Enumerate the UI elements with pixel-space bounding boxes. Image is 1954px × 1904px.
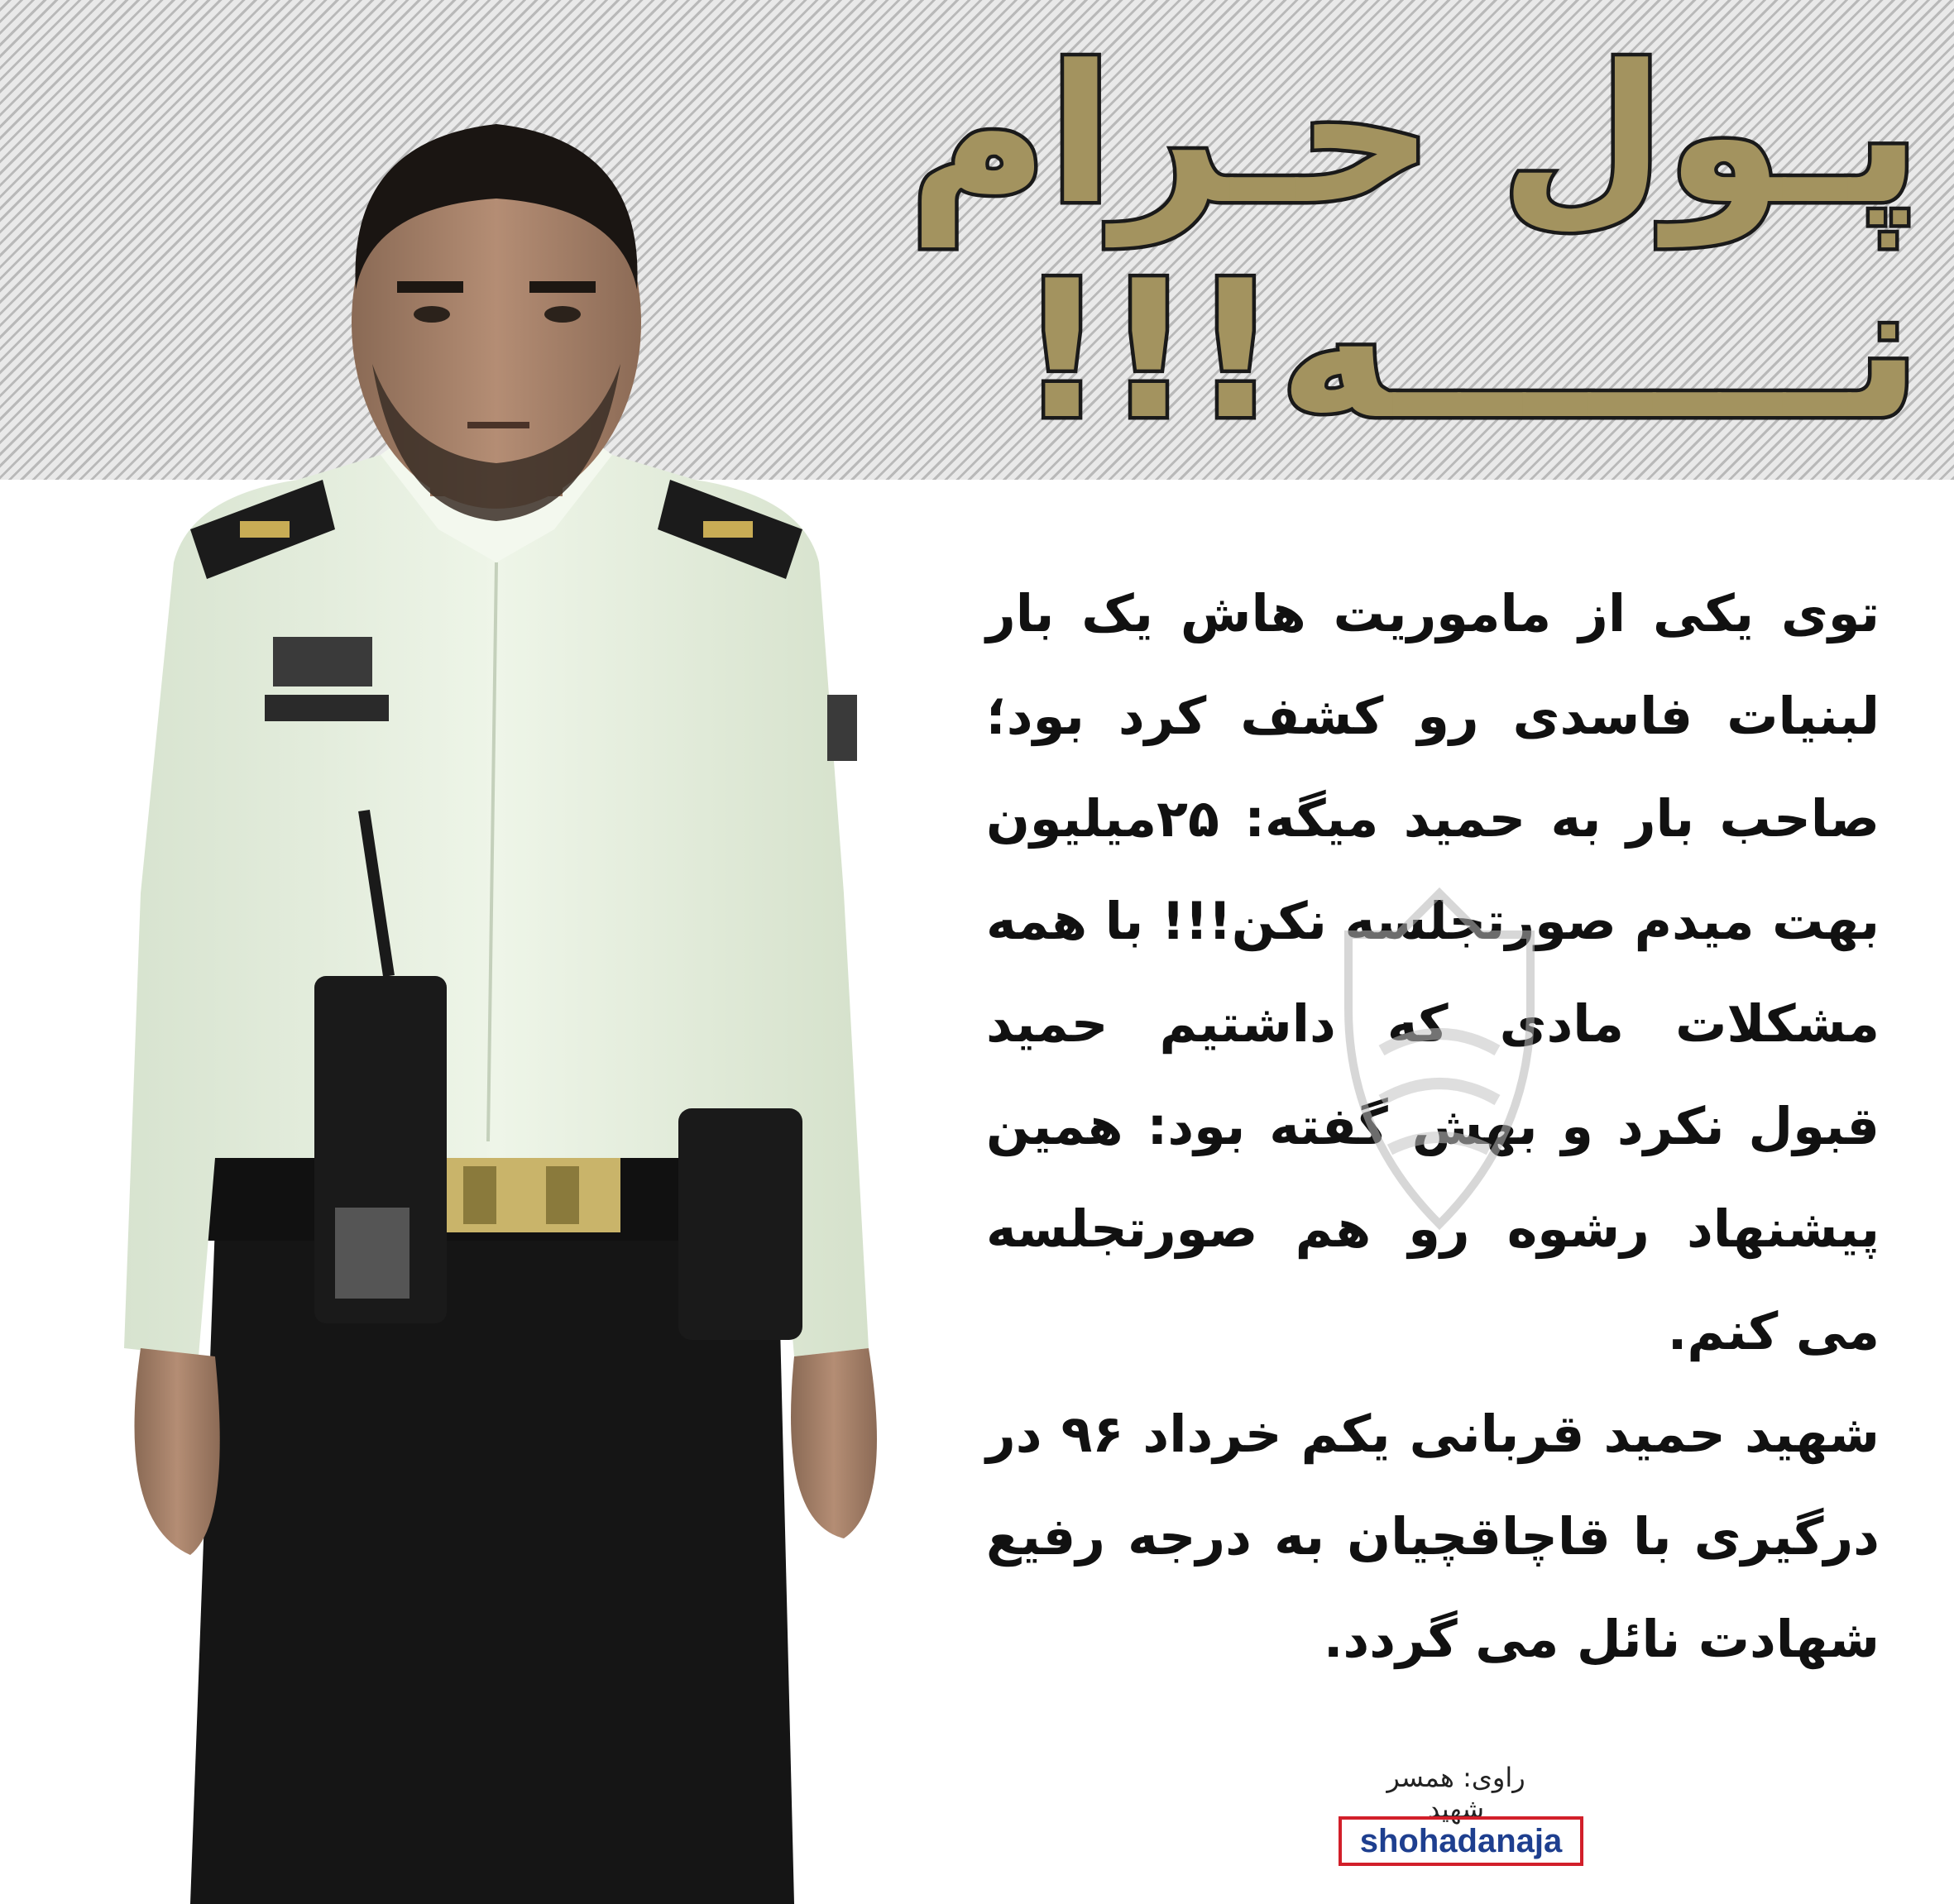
headline-line-1: پـول حـرام	[908, 26, 1921, 246]
officer-portrait	[50, 66, 943, 1904]
headline	[845, 26, 1921, 463]
story-paragraph-1: توی یکی از ماموریت هاش یک بار لبنیات فاسدی رو کشف کرد بود؛ صاحب بار به حمید میگه: ۲۵میلیون بهت میدم صورتجلسه نکن!!! با همه مشکلات مادی که داشتیم حمید قبول نکرد و بهش گفته بود: همین پیشنهاد رشوه رو هم صورتجلسه می کنم.	[986, 583, 1880, 1361]
narrator-credit: راوی: همسر شهید	[1386, 1762, 1525, 1825]
brand-tag: shohadanaja	[1339, 1816, 1583, 1866]
story-paragraph-2: شهید حمید قربانی یکم خرداد ۹۶ در درگیری با قاچاقچیان به درجه رفیع شهادت نائل می گردد.	[986, 1404, 1880, 1669]
shohada-naja-watermark-logo	[1315, 885, 1564, 1232]
headline-line-2: نـــــــه!!!	[1018, 241, 1921, 462]
